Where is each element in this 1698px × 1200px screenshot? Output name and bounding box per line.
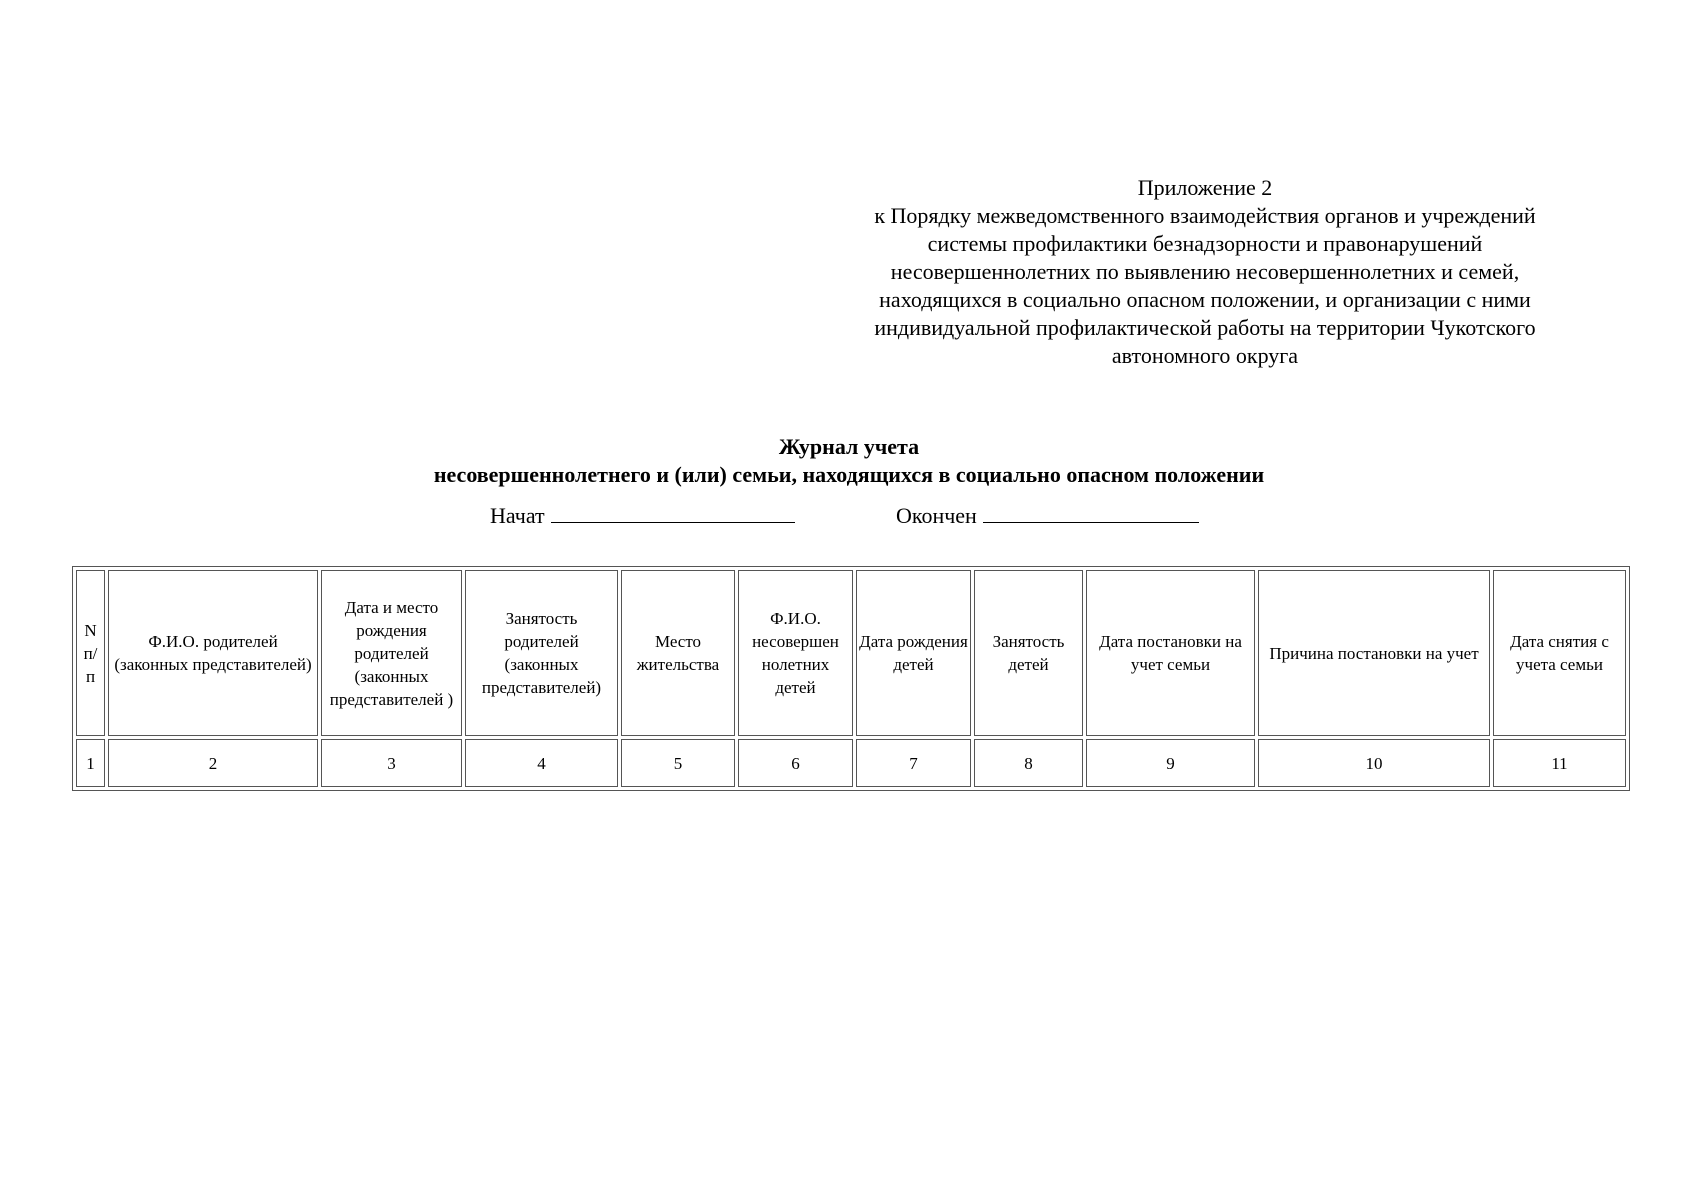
ended-blank-line <box>983 500 1199 523</box>
column-number-cell: 2 <box>108 739 318 787</box>
header-cell-children-birth: Дата рождения детей <box>856 570 971 736</box>
column-number-row <box>76 739 1626 787</box>
started-blank-line <box>551 500 795 523</box>
column-number-cell: 4 <box>465 739 618 787</box>
header-row <box>76 570 1626 736</box>
header-cell-registration-reason: Причина постановки на учет <box>1258 570 1490 736</box>
header-cell-parents-employment: Занятость родителей (законных представителей) <box>465 570 618 736</box>
header-cell-parents-name: Ф.И.О. родителей (законных представителей) <box>108 570 318 736</box>
appendix-line: находящихся в социально опасном положении, и организации с ними <box>879 287 1531 312</box>
started-field <box>490 500 795 530</box>
appendix-line: автономного округа <box>1111 343 1299 368</box>
appendix-line: системы профилактики безнадзорности и правонарушений <box>927 231 1483 256</box>
column-number-cell: 9 <box>1086 739 1255 787</box>
column-number-cell: 11 <box>1493 739 1626 787</box>
column-number-cell: 7 <box>856 739 971 787</box>
column-number-cell: 3 <box>321 739 462 787</box>
journal-title-line1: Журнал учета <box>778 434 920 459</box>
appendix-line: несовершеннолетних по выявлению несовершеннолетних и семей, <box>890 259 1520 284</box>
header-cell-children-employment: Занятость детей <box>974 570 1083 736</box>
appendix-line: к Порядку межведомственного взаимодействия органов и учреждений <box>874 203 1536 228</box>
column-number-cell: 8 <box>974 739 1083 787</box>
ended-field <box>896 500 1199 530</box>
appendix-heading <box>820 174 1590 370</box>
column-number-cell: 10 <box>1258 739 1490 787</box>
journal-table <box>72 566 1630 791</box>
appendix-line: индивидуальной профилактической работы на территории Чукотского <box>874 315 1536 340</box>
header-cell-residence: Место жительства <box>621 570 735 736</box>
header-cell-parents-birth: Дата и место рождения родителей (законных представителей ) <box>321 570 462 736</box>
ended-label: Окончен <box>896 503 977 528</box>
column-number-cell: 1 <box>76 739 105 787</box>
column-number-cell: 6 <box>738 739 853 787</box>
started-label: Начат <box>490 503 545 528</box>
appendix-line: Приложение 2 <box>1137 175 1273 200</box>
header-cell-registration-date: Дата постановки на учет семьи <box>1086 570 1255 736</box>
column-number-cell: 5 <box>621 739 735 787</box>
header-cell-children-name: Ф.И.О. несовершен нолетних детей <box>738 570 853 736</box>
header-cell-deregistration-date: Дата снятия с учета семьи <box>1493 570 1626 736</box>
journal-title <box>0 433 1698 489</box>
header-cell-number: N п/ п <box>76 570 105 736</box>
journal-title-line2: несовершеннолетнего и (или) семьи, находящихся в социально опасном положении <box>433 462 1265 487</box>
